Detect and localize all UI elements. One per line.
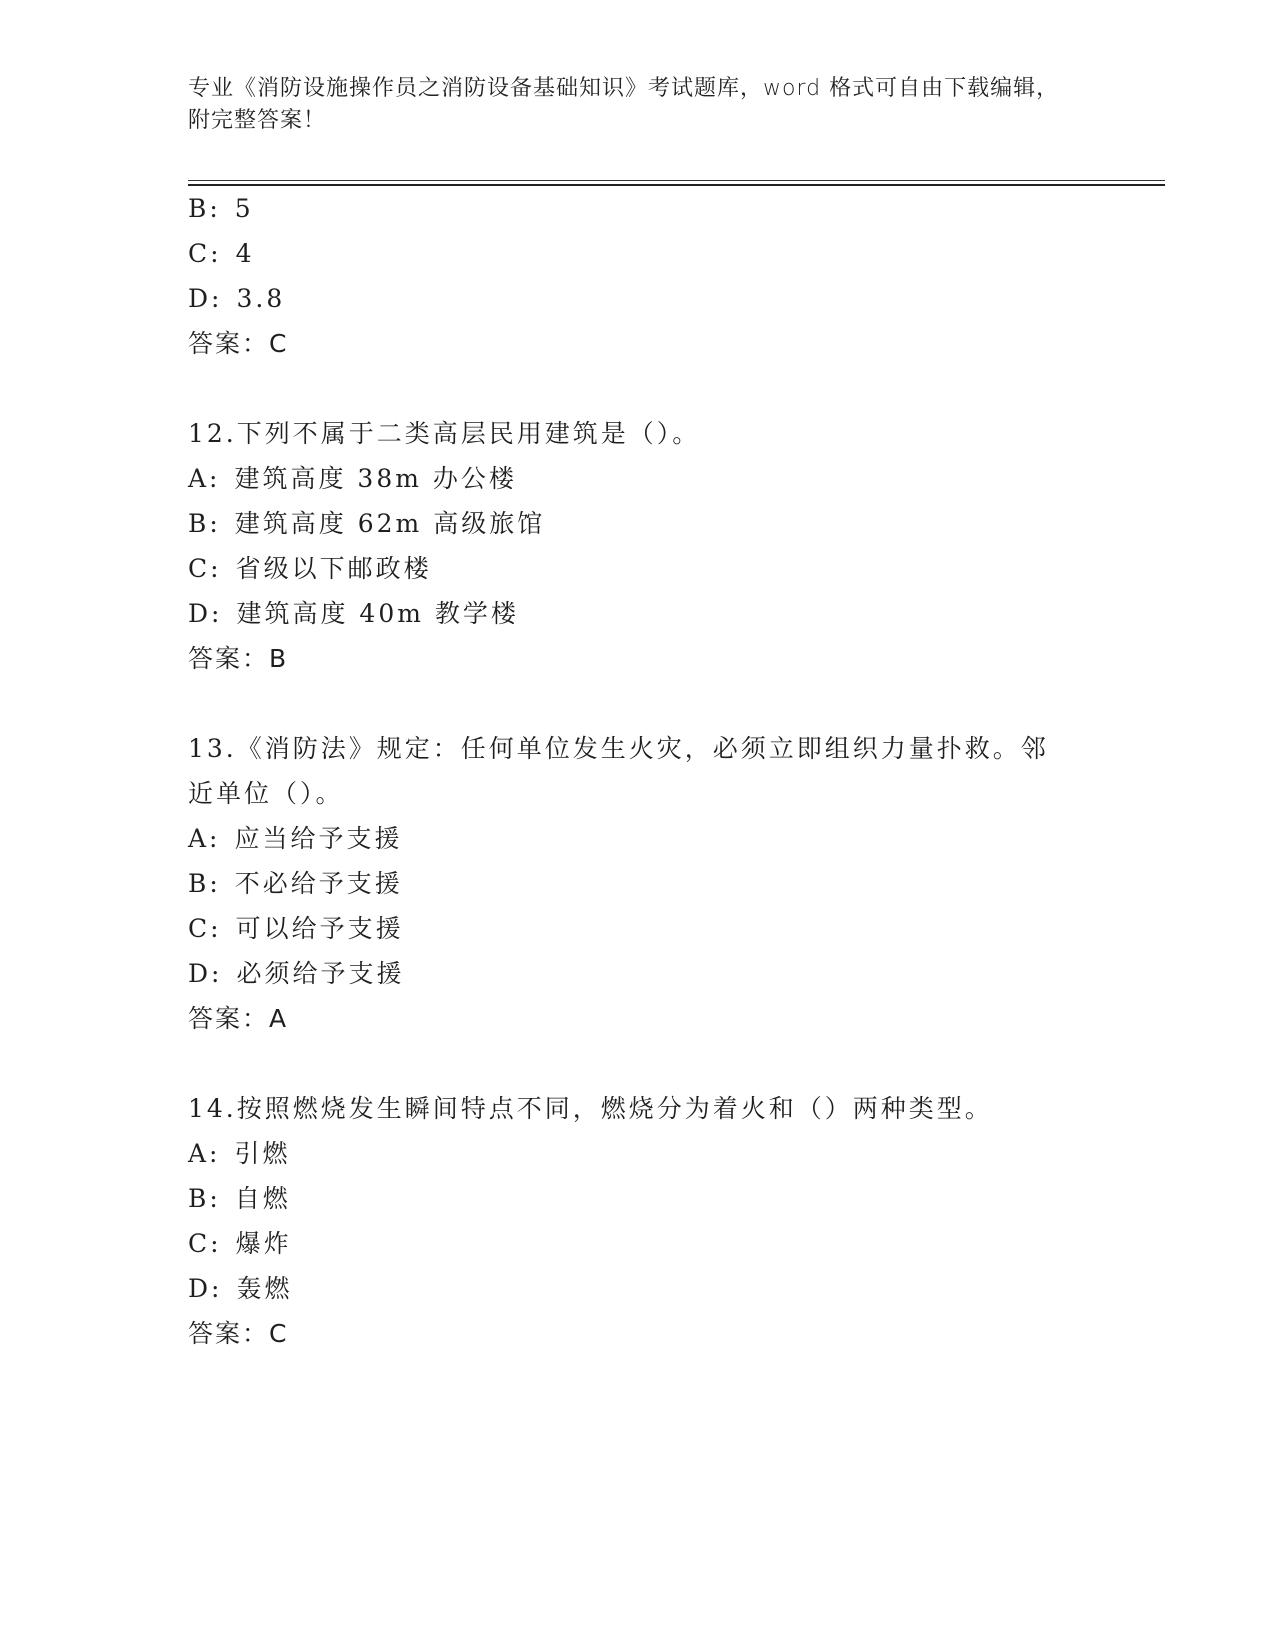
option-letter: B: (188, 869, 221, 898)
answer-line: 答案：B (188, 644, 289, 673)
option-d (188, 284, 285, 314)
option-a (188, 824, 403, 854)
option-a (188, 1139, 291, 1169)
option-text: 3.8 (236, 284, 286, 313)
option-letter: D: (188, 284, 223, 313)
option-letter: C: (188, 554, 222, 583)
option-d (188, 599, 519, 629)
option-c (188, 1229, 292, 1259)
option-d (188, 959, 404, 989)
option-letter: B: (188, 509, 221, 538)
option-letter: B: (188, 1184, 221, 1213)
option-text: 不必给予支援 (234, 869, 403, 898)
option-text: 省级以下邮政楼 (235, 554, 432, 583)
option-letter: C: (188, 239, 222, 268)
option-b (188, 194, 254, 224)
option-letter: A: (188, 824, 221, 853)
option-letter: B: (188, 194, 221, 223)
option-text: 引燃 (234, 1139, 291, 1168)
option-text: 可以给予支援 (235, 914, 404, 943)
answer-line: 答案：A (188, 1004, 289, 1033)
answer-line: 答案：C (188, 329, 289, 358)
option-text: 轰燃 (236, 1274, 293, 1303)
option-text: 建筑高度 40m 教学楼 (236, 599, 519, 628)
option-letter: C: (188, 1229, 222, 1258)
option-text: 爆炸 (235, 1229, 292, 1258)
option-d (188, 1274, 292, 1304)
option-letter: D: (188, 599, 223, 628)
option-text: 建筑高度 62m 高级旅馆 (234, 509, 546, 538)
option-c (188, 239, 254, 269)
header-rule-thin (188, 180, 1165, 181)
document-header: 专业《消防设施操作员之消防设备基础知识》考试题库，word 格式可自由下载编辑，附完整答案！ (188, 76, 1060, 133)
option-a (188, 464, 517, 494)
option-text: 必须给予支援 (236, 959, 405, 988)
option-text: 5 (234, 194, 254, 223)
option-letter: A: (188, 1139, 221, 1168)
option-text: 应当给予支援 (234, 824, 403, 853)
option-b (188, 1184, 291, 1214)
option-letter: A: (188, 464, 221, 493)
option-letter: C: (188, 914, 222, 943)
option-letter: D: (188, 959, 223, 988)
option-c (188, 914, 404, 944)
header-rule-thick (188, 184, 1165, 186)
answer-line: 答案：C (188, 1319, 289, 1348)
question-stem: 14.按照燃烧发生瞬间特点不同，燃烧分为着火和（）两种类型。 (188, 1094, 993, 1123)
option-text: 4 (235, 239, 255, 268)
option-text: 建筑高度 38m 办公楼 (234, 464, 517, 493)
question-stem-continued: 近单位（）。 (188, 779, 344, 808)
option-b (188, 509, 545, 539)
option-c (188, 554, 432, 584)
option-b (188, 869, 403, 899)
option-letter: D: (188, 1274, 223, 1303)
question-stem: 12.下列不属于二类高层民用建筑是（）。 (188, 419, 701, 448)
question-stem: 13.《消防法》规定：任何单位发生火灾，必须立即组织力量扑救。邻 (188, 734, 1049, 763)
option-text: 自燃 (234, 1184, 291, 1213)
